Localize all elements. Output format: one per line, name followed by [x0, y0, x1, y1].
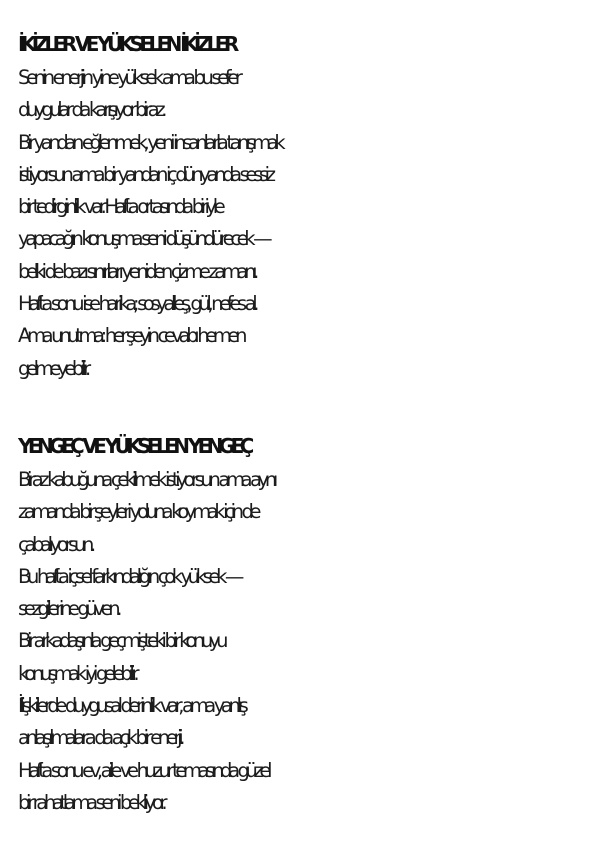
text-line: konuşmak iyi gelebilir.	[18, 661, 136, 685]
text-line: sezgilerine güven.	[18, 597, 119, 621]
section-ikizler	[18, 26, 608, 385]
text-line: yapacağın konuşma seni düşündürecek —	[18, 227, 269, 251]
text-line: Ama unutma: her şeyin cevabı hemen	[18, 324, 244, 348]
section-body	[18, 62, 608, 385]
text-line: zamanda bir şeyleri yoluna koymak için de	[18, 500, 258, 524]
text-line: Biraz kabuğuna çekilmek istiyorsun ama aynı	[18, 468, 274, 491]
section-heading: YENGEÇ VE YÜKSELEN YENGEÇ	[18, 434, 250, 458]
text-line: çabalıyorsun.	[18, 532, 92, 556]
section-body	[18, 464, 608, 819]
text-line: Bir yandan eğlenmek, yeni insanlarla tanışmak	[18, 130, 282, 154]
text-line: bir rahatlama seni bekliyor.	[18, 790, 164, 814]
section-yengec	[18, 428, 608, 819]
text-line: Hafta sonu ise harika; sosyalleş, gül, nefes al.	[18, 292, 256, 316]
text-line: duygular da karışıyor biraz.	[18, 98, 164, 122]
text-line: anlaşılmalara da açık bir enerji.	[18, 726, 182, 750]
text-line: istiyorsun ama bir yandan iç dünyanda sessiz	[18, 162, 272, 186]
text-line: Hafta sonu ev, aile ve huzur temasında güzel	[18, 758, 269, 782]
text-line: bir tedirginlik var. Hafta ortasında biriyle	[18, 195, 222, 219]
text-line: İlişkilerde duygusal derinlik var, ama yanlış	[18, 694, 245, 718]
text-line: belki de bazı sınırları yeniden çizme zamanı.	[18, 259, 255, 283]
section-heading: İKİZLER VE YÜKSELEN İKİZLER	[18, 32, 235, 56]
text-line: Bir arkadaşınla geçmişteki bir konuyu	[18, 629, 225, 653]
text-line: Bu hafta içsel farkındalığın çok yüksek —	[18, 564, 241, 588]
text-line: gelmeyebilir.	[18, 356, 87, 380]
text-line: Senin enerjin yine yüksek ama bu sefer	[18, 66, 239, 89]
